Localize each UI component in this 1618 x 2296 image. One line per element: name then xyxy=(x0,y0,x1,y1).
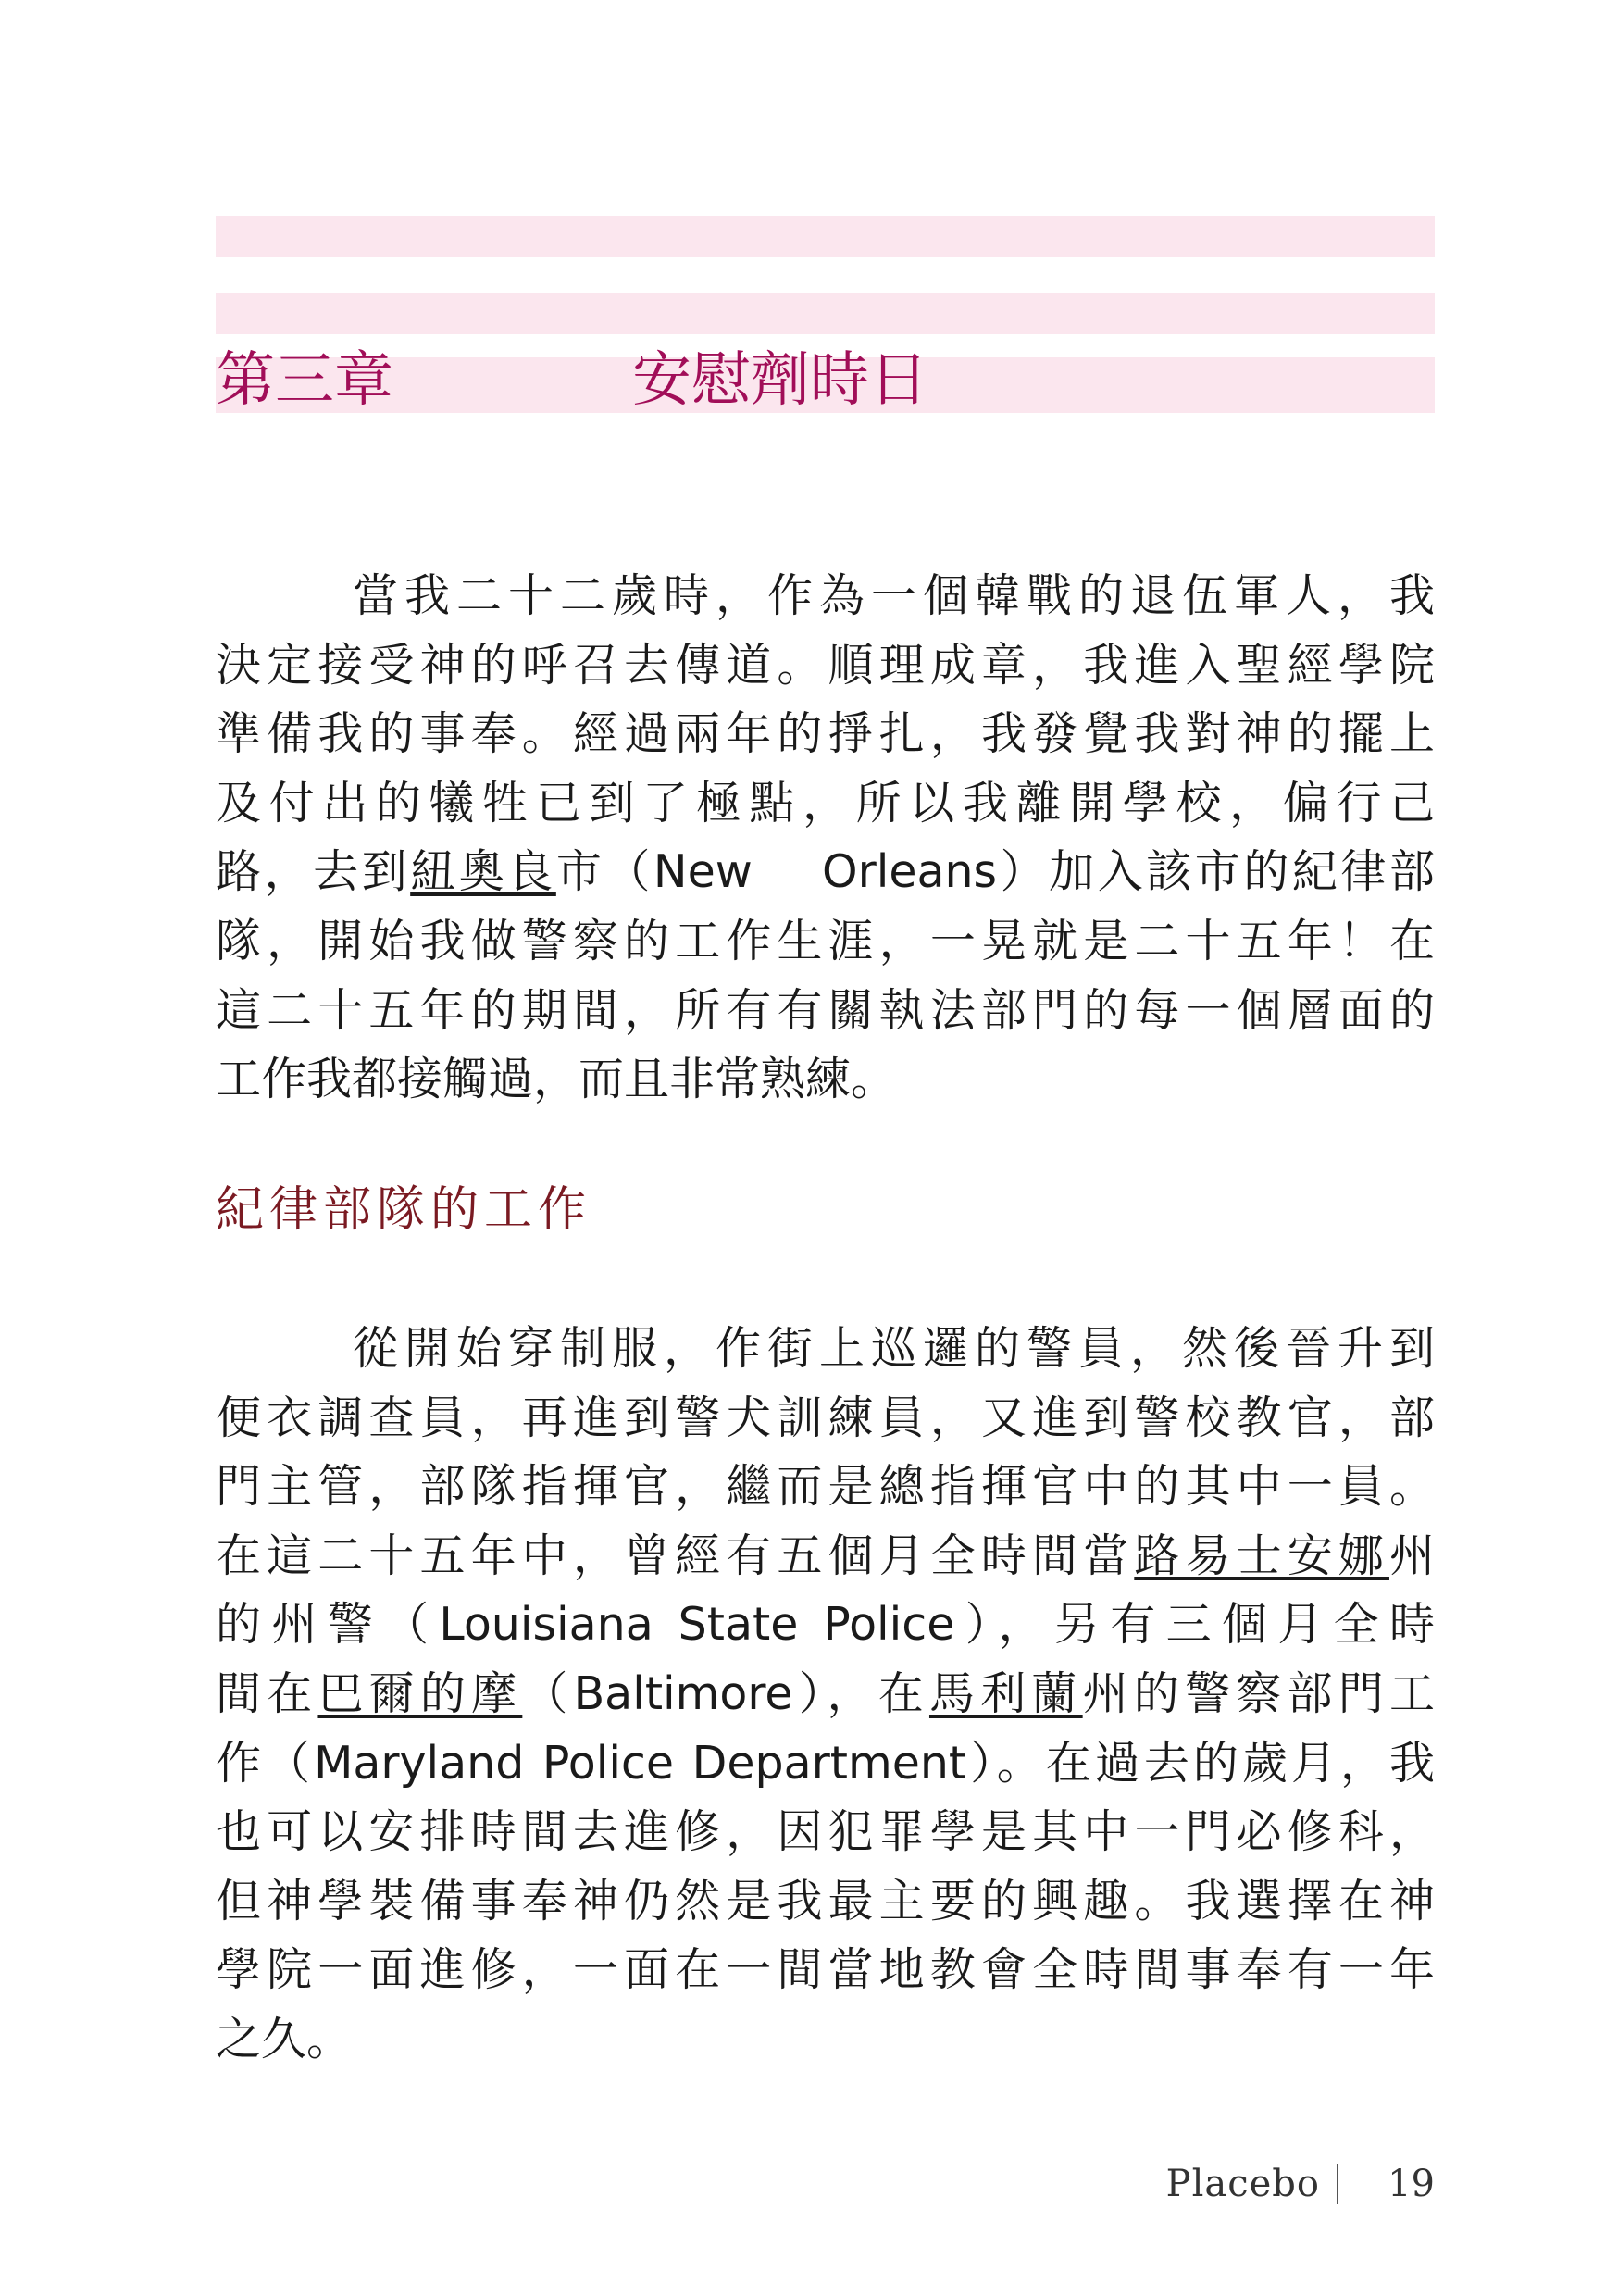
paragraph-intro xyxy=(216,562,1435,1115)
underlined-term: 路易士安娜 xyxy=(1134,1529,1389,1582)
chapter-heading xyxy=(216,339,928,422)
chapter-title: 安慰劑時日 xyxy=(632,346,928,415)
text-line xyxy=(216,1936,1435,2005)
text-line xyxy=(216,700,1435,769)
text-line xyxy=(216,2005,1435,2075)
header-band-top xyxy=(216,216,1435,257)
text-run: 工作我都接觸過，而且非常熟練。 xyxy=(216,1053,897,1106)
text-run: 學院一面進修，一面在一間當地教會全時間事奉有一年 xyxy=(216,1943,1435,1997)
text-run: 市（New Orleans）加入該市的紀律部 xyxy=(555,845,1435,899)
text-line xyxy=(216,562,1435,631)
running-title: Placebo xyxy=(1165,2163,1320,2205)
text-line xyxy=(216,1315,1435,1384)
text-run: 隊，開始我做警察的工作生涯，一晃就是二十五年！在 xyxy=(216,914,1435,967)
text-run: （Baltimore），在 xyxy=(522,1666,929,1720)
text-line xyxy=(216,1591,1435,1660)
text-run: 當我二十二歲時，作為一個韓戰的退伍軍人，我 xyxy=(353,569,1435,622)
text-line xyxy=(216,977,1435,1046)
text-line xyxy=(216,1867,1435,1937)
page-number: 19 xyxy=(1388,2163,1435,2205)
footer-separator xyxy=(1337,2164,1338,2204)
text-run: 準備我的事奉。經過兩年的掙扎，我發覺我對神的擺上 xyxy=(216,707,1435,761)
text-run: 從開始穿制服，作街上巡邏的警員，然後晉升到 xyxy=(353,1322,1435,1375)
text-line xyxy=(216,838,1435,907)
text-run: 也可以安排時間去進修，因犯罪學是其中一門必修科， xyxy=(216,1805,1435,1859)
text-line xyxy=(216,1660,1435,1729)
text-run: 這二十五年的期間，所有有關執法部門的每一個層面的 xyxy=(216,983,1435,1037)
text-run: 決定接受神的呼召去傳道。順理成章，我進入聖經學院 xyxy=(216,638,1435,692)
page-footer xyxy=(1165,2156,1435,2212)
chapter-number: 第三章 xyxy=(216,346,393,415)
text-line xyxy=(216,907,1435,977)
text-line xyxy=(216,1384,1435,1454)
text-run: 州的警察部門工 xyxy=(1082,1666,1435,1720)
text-run: 及付出的犧牲已到了極點，所以我離開學校，偏行己 xyxy=(216,776,1435,830)
text-run: 門主管，部隊指揮官，繼而是總指揮官中的其中一員。 xyxy=(216,1460,1435,1514)
text-run: 路，去到 xyxy=(216,845,411,899)
text-run: 但神學裝備事奉神仍然是我最主要的興趣。我選擇在神 xyxy=(216,1874,1435,1928)
text-run: 便衣調查員，再進到警犬訓練員，又進到警校教官，部 xyxy=(216,1391,1435,1444)
text-line xyxy=(216,1522,1435,1591)
text-line xyxy=(216,1798,1435,1867)
paragraph-police-career xyxy=(216,1315,1435,2075)
text-run: 間在 xyxy=(216,1666,318,1720)
text-line xyxy=(216,1453,1435,1522)
section-heading: 紀律部隊的工作 xyxy=(216,1182,592,1238)
text-run: 作（Maryland Police Department）。在過去的歲月，我 xyxy=(216,1736,1435,1790)
underlined-term: 巴爾的摩 xyxy=(317,1666,523,1720)
underlined-term: 紐奧良 xyxy=(410,845,556,899)
text-run: 州 xyxy=(1388,1529,1435,1582)
text-run: 的州警（Louisiana State Police），另有三個月全時 xyxy=(216,1598,1435,1652)
text-line xyxy=(216,769,1435,839)
header-band-middle xyxy=(216,293,1435,334)
text-line xyxy=(216,631,1435,701)
underlined-term: 馬利蘭 xyxy=(928,1666,1083,1720)
text-run: 在這二十五年中，曾經有五個月全時間當 xyxy=(216,1529,1135,1582)
text-line xyxy=(216,1045,1435,1115)
text-run: 之久。 xyxy=(216,2012,353,2065)
text-line xyxy=(216,1729,1435,1799)
